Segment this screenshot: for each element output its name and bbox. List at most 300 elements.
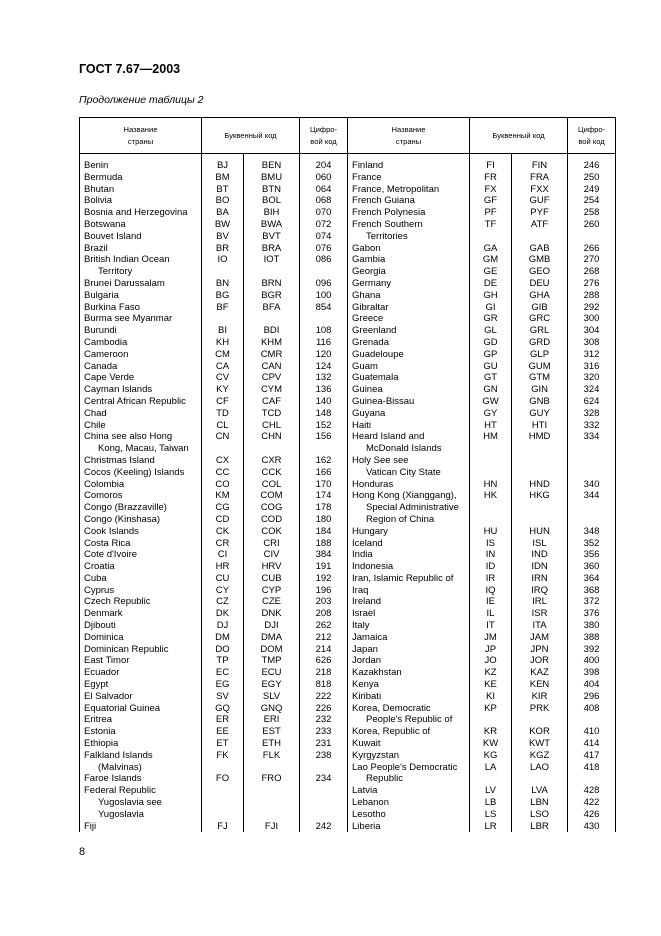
alpha2-code: GF <box>483 195 498 207</box>
country-name: Ecuador <box>84 667 120 679</box>
alpha3-code: CRI <box>263 537 280 549</box>
alpha2-code: CA <box>215 360 230 372</box>
alpha3-code <box>512 455 567 467</box>
alpha2-code: KE <box>484 679 497 691</box>
alpha3-code: KHM <box>260 336 283 348</box>
alpha2-code: FK <box>216 749 229 761</box>
alpha3-code: FLK <box>262 749 281 761</box>
country-name: Benin <box>84 160 109 171</box>
alpha2-code: ET <box>216 738 229 750</box>
alpha3-code: IOT <box>263 254 280 266</box>
country-name: Kazakhstan <box>352 667 402 679</box>
alpha2-code: DJ <box>216 620 229 632</box>
numeric-code: 208 <box>315 608 332 620</box>
numeric-code: 238 <box>315 749 332 761</box>
spacer <box>568 714 615 726</box>
header-num-right: Цифро- вой код <box>568 118 616 154</box>
country-name: Ghana <box>352 289 381 301</box>
alpha2-code: CU <box>215 572 230 584</box>
numeric-code: 417 <box>583 749 600 761</box>
numeric-code: 180 <box>315 513 332 525</box>
numeric-code: 152 <box>315 419 332 431</box>
country-name: Brazil <box>84 242 108 254</box>
alpha3-code: BWA <box>260 218 283 230</box>
alpha2-code: GR <box>483 313 498 325</box>
alpha3-code: KEN <box>529 679 550 691</box>
alpha2-code: IQ <box>485 584 496 596</box>
spacer <box>300 443 347 455</box>
country-name: Latvia <box>352 785 378 797</box>
spacer <box>512 231 567 243</box>
header-name-right: Название страны <box>348 118 470 154</box>
header-alpha-right: Буквенный код <box>470 118 568 154</box>
spacer <box>202 809 243 821</box>
alpha2-code: BF <box>216 301 229 313</box>
numeric-code: 320 <box>583 372 600 384</box>
alpha3-code: GUM <box>528 360 551 372</box>
alpha2-code: DM <box>215 631 230 643</box>
alpha3-code: ISR <box>531 608 548 620</box>
numeric-code: 308 <box>583 336 600 348</box>
alpha2-code <box>202 785 243 797</box>
alpha3-code: ERI <box>263 714 280 726</box>
numeric-code: 246 <box>583 160 600 171</box>
alpha2-code: CC <box>215 466 230 478</box>
alpha2-code: JM <box>484 631 497 643</box>
alpha3-code: GEO <box>528 266 551 278</box>
country-name: Guam <box>352 360 378 372</box>
alpha3-code: GUY <box>529 407 550 419</box>
alpha3-code: GNB <box>529 395 550 407</box>
alpha3-code: LBN <box>530 797 549 809</box>
alpha2-code: KH <box>215 336 230 348</box>
numeric-code: 426 <box>583 808 600 820</box>
spacer <box>470 773 511 785</box>
country-name: Cocos (Keeling) Islands <box>84 466 185 478</box>
numeric-code: 140 <box>315 395 332 407</box>
spacer <box>568 514 615 526</box>
alpha2-code: HT <box>484 419 497 431</box>
country-name: Dominican Republic <box>84 643 169 655</box>
left-numeric-column <box>300 154 348 833</box>
spacer <box>244 809 299 821</box>
numeric-code: 376 <box>583 608 600 620</box>
alpha2-code: SV <box>216 690 229 702</box>
numeric-code: 068 <box>315 195 332 207</box>
right-names-column <box>348 154 470 833</box>
spacer <box>470 714 511 726</box>
numeric-code <box>568 455 615 467</box>
country-name: Lebanon <box>352 797 389 809</box>
numeric-code: 166 <box>315 466 332 478</box>
numeric-code: 250 <box>583 171 600 183</box>
numeric-code: 192 <box>315 572 332 584</box>
alpha3-code: GRC <box>528 313 551 325</box>
country-name: East Timor <box>84 655 130 667</box>
country-name-continued: Territories <box>366 230 408 242</box>
country-name-continued: (Malvinas) <box>98 761 142 773</box>
alpha2-code: IT <box>486 620 495 632</box>
alpha2-code: BT <box>216 183 229 195</box>
numeric-code: 268 <box>583 266 600 278</box>
country-name: Fiji <box>84 820 97 832</box>
alpha3-code: HRV <box>261 561 282 573</box>
spacer <box>470 467 511 479</box>
country-name: French Southern <box>352 218 423 230</box>
numeric-code: 184 <box>315 525 332 537</box>
alpha3-code: BRN <box>261 277 282 289</box>
numeric-code: 203 <box>315 596 332 608</box>
alpha3-code: KWT <box>528 738 551 750</box>
numeric-code: 232 <box>315 714 332 726</box>
alpha2-code: GW <box>482 395 499 407</box>
alpha3-code: IRQ <box>531 584 548 596</box>
alpha2-code: PF <box>484 207 497 219</box>
country-name: Cyprus <box>84 584 115 596</box>
country-name: Congo (Brazzaville) <box>84 502 167 514</box>
alpha2-code: HK <box>483 490 498 502</box>
alpha3-code: GUF <box>529 195 550 207</box>
spacer <box>512 773 567 785</box>
alpha2-code: KM <box>215 490 230 502</box>
alpha2-code: GQ <box>215 702 230 714</box>
numeric-code: 404 <box>583 679 600 691</box>
alpha2-code: LA <box>484 761 497 773</box>
right-numeric-column <box>568 154 616 833</box>
numeric-code <box>300 313 347 325</box>
left-alpha3-column <box>244 154 300 833</box>
alpha2-code: GI <box>485 301 496 313</box>
alpha2-code: BN <box>215 277 230 289</box>
alpha3-code: FRA <box>530 171 550 183</box>
country-name: French Polynesia <box>352 207 426 219</box>
alpha2-code: GD <box>483 336 498 348</box>
alpha3-code: PYF <box>530 207 549 219</box>
numeric-code: 076 <box>315 242 332 254</box>
spacer <box>300 762 347 774</box>
country-name: Burundi <box>84 325 117 337</box>
table-caption: Продолжение таблицы 2 <box>79 94 204 106</box>
country-name: Jordan <box>352 655 382 667</box>
numeric-code: 384 <box>315 549 332 561</box>
numeric-code: 624 <box>583 395 600 407</box>
alpha3-code: FRO <box>261 773 282 785</box>
country-name-continued: Region of China <box>366 513 435 525</box>
numeric-code: 191 <box>315 561 332 573</box>
country-name: Central African Republic <box>84 395 186 407</box>
alpha3-code: BEN <box>261 160 282 171</box>
country-name-continued: Special Administrative <box>366 502 459 514</box>
country-name-continued: Yugoslavia see <box>98 797 162 809</box>
country-name: Chad <box>84 407 107 419</box>
country-name: Congo (Kinshasa) <box>84 513 161 525</box>
numeric-code: 348 <box>583 525 600 537</box>
country-name-continued: McDonald Islands <box>366 443 442 455</box>
alpha2-code: CI <box>217 549 228 561</box>
numeric-code: 072 <box>315 218 332 230</box>
alpha2-code: KZ <box>484 667 497 679</box>
country-name: Hungary <box>352 525 388 537</box>
alpha2-code: BO <box>215 195 230 207</box>
country-name: Djibouti <box>84 620 116 632</box>
alpha2-code: ID <box>485 561 496 573</box>
country-name: Iceland <box>352 537 383 549</box>
alpha2-code: CL <box>216 419 229 431</box>
alpha2-code: GL <box>484 325 497 337</box>
alpha3-code <box>244 785 299 797</box>
alpha3-code: LSO <box>530 808 550 820</box>
alpha2-code: CK <box>215 525 230 537</box>
country-name: France <box>352 171 382 183</box>
country-name: Grenada <box>352 336 389 348</box>
country-name: Japan <box>352 643 378 655</box>
alpha3-code: DJI <box>264 620 279 632</box>
numeric-code: 100 <box>315 289 332 301</box>
alpha3-code: CCK <box>261 466 282 478</box>
numeric-code: 288 <box>583 289 600 301</box>
spacer <box>244 797 299 809</box>
country-name: El Salvador <box>84 690 133 702</box>
alpha3-code: BTN <box>262 183 281 195</box>
header-alpha-left: Буквенный код <box>202 118 300 154</box>
alpha3-code: GNQ <box>260 702 283 714</box>
numeric-code: 300 <box>583 313 600 325</box>
country-name: Indonesia <box>352 561 394 573</box>
numeric-code: 270 <box>583 254 600 266</box>
alpha2-code: DK <box>215 608 230 620</box>
numeric-code: 854 <box>315 301 332 313</box>
country-name: Botswana <box>84 218 126 230</box>
alpha3-code: FXX <box>530 183 549 195</box>
alpha2-code <box>202 313 243 325</box>
country-name: Kenya <box>352 679 379 691</box>
country-name-continued: Vatican City State <box>366 466 441 478</box>
country-name: Italy <box>352 620 370 632</box>
spacer <box>202 797 243 809</box>
country-name: Chile <box>84 419 106 431</box>
country-name: British Indian Ocean <box>84 254 170 266</box>
alpha3-code: ATF <box>530 218 549 230</box>
country-name: Kiribati <box>352 690 382 702</box>
alpha2-code: BA <box>216 207 229 219</box>
alpha3-code: EST <box>262 726 281 738</box>
numeric-code: 818 <box>315 679 332 691</box>
country-codes-table <box>79 117 616 832</box>
alpha2-code: GH <box>483 289 498 301</box>
numeric-code: 242 <box>315 820 332 832</box>
alpha2-code: GU <box>483 360 498 372</box>
country-name: Haiti <box>352 419 372 431</box>
spacer <box>568 773 615 785</box>
numeric-code: 162 <box>315 454 332 466</box>
alpha2-code: FR <box>484 171 497 183</box>
table-header-row <box>80 118 616 154</box>
country-name: Holy See see <box>352 454 409 466</box>
country-name: Greece <box>352 313 384 325</box>
alpha2-code: CV <box>215 372 230 384</box>
document-title: ГОСТ 7.67—2003 <box>79 62 181 76</box>
alpha2-code: IO <box>217 254 228 266</box>
alpha2-code: TD <box>216 407 229 419</box>
alpha2-code: TF <box>484 218 497 230</box>
alpha2-code: FO <box>215 773 230 785</box>
alpha2-code: CF <box>216 395 229 407</box>
alpha3-code: IRL <box>532 596 547 608</box>
alpha2-code: DO <box>215 643 230 655</box>
numeric-code: 414 <box>583 738 600 750</box>
country-name: Lao People's Democratic <box>352 761 458 773</box>
country-name: Guatemala <box>352 372 399 384</box>
spacer <box>512 502 567 514</box>
alpha2-code: HR <box>215 561 230 573</box>
alpha2-code: CG <box>215 502 230 514</box>
alpha2-code: BI <box>218 325 227 337</box>
country-name: Costa Rica <box>84 537 131 549</box>
alpha3-code: CHL <box>262 419 282 431</box>
alpha3-code: SLV <box>262 690 281 702</box>
alpha3-code: TCD <box>261 407 282 419</box>
alpha3-code: CAN <box>261 360 282 372</box>
alpha2-code: EC <box>215 667 230 679</box>
alpha2-code: GA <box>483 242 498 254</box>
country-name: Iraq <box>352 584 369 596</box>
numeric-code: 231 <box>315 738 332 750</box>
country-name: Cayman Islands <box>84 384 153 396</box>
spacer <box>300 266 347 278</box>
alpha2-code: BW <box>214 218 231 230</box>
alpha2-code: IR <box>485 572 496 584</box>
country-name: French Guiana <box>352 195 415 207</box>
numeric-code: 388 <box>583 631 600 643</box>
numeric-code: 249 <box>583 183 600 195</box>
alpha2-code: GN <box>483 384 498 396</box>
alpha2-code: BV <box>216 230 229 242</box>
numeric-code: 124 <box>315 360 332 372</box>
numeric-code: 148 <box>315 407 332 419</box>
country-name: Germany <box>352 277 392 289</box>
alpha3-code: GAB <box>529 242 550 254</box>
right-alpha3-column <box>512 154 568 833</box>
alpha3-code: HTI <box>531 419 548 431</box>
country-name: Guadeloupe <box>352 348 404 360</box>
alpha2-code: BG <box>215 289 230 301</box>
country-name: Cambodia <box>84 336 128 348</box>
country-name: Canada <box>84 360 118 372</box>
alpha3-code: TMP <box>261 655 282 667</box>
alpha2-code: LR <box>484 820 497 832</box>
country-name-continued: Republic <box>366 773 403 785</box>
alpha3-code: CHN <box>261 431 282 443</box>
country-name: India <box>352 549 373 561</box>
alpha3-code: KAZ <box>530 667 549 679</box>
alpha3-code: EGY <box>261 679 282 691</box>
numeric-code: 352 <box>583 537 600 549</box>
country-name: Israel <box>352 608 376 620</box>
spacer <box>300 797 347 809</box>
alpha3-code: HND <box>529 478 550 490</box>
numeric-code: 188 <box>315 537 332 549</box>
alpha2-code: BM <box>215 171 230 183</box>
spacer <box>568 502 615 514</box>
left-alpha2-column <box>202 154 244 833</box>
header-num-left: Цифро- вой код <box>300 118 348 154</box>
numeric-code: 156 <box>315 431 332 443</box>
numeric-code: 136 <box>315 384 332 396</box>
alpha2-code: GY <box>483 407 498 419</box>
spacer <box>202 443 243 455</box>
numeric-code: 304 <box>583 325 600 337</box>
country-name: Denmark <box>84 608 123 620</box>
numeric-code: 064 <box>315 183 332 195</box>
spacer <box>244 762 299 774</box>
spacer <box>470 443 511 455</box>
numeric-code: 364 <box>583 572 600 584</box>
alpha3-code: BDI <box>263 325 280 337</box>
alpha2-code: BR <box>215 242 230 254</box>
country-name: Guinea-Bissau <box>352 395 415 407</box>
country-name: Bermuda <box>84 171 123 183</box>
numeric-code: 372 <box>583 596 600 608</box>
alpha3-code: DOM <box>260 643 283 655</box>
spacer <box>512 714 567 726</box>
numeric-code: 408 <box>583 702 600 714</box>
spacer <box>512 467 567 479</box>
numeric-code: 292 <box>583 301 600 313</box>
country-name: Hong Kong (Xianggang), <box>352 490 457 502</box>
numeric-code: 116 <box>315 336 332 348</box>
numeric-code: 340 <box>583 478 600 490</box>
country-name: Brunei Darussalam <box>84 277 165 289</box>
alpha2-code: CM <box>215 348 230 360</box>
country-name: Bulgaria <box>84 289 119 301</box>
alpha3-code: CUB <box>261 572 282 584</box>
alpha2-code: CY <box>215 584 230 596</box>
country-name: Cameroon <box>84 348 129 360</box>
alpha2-code: KP <box>484 702 497 714</box>
country-name: Guinea <box>352 384 383 396</box>
country-name: Kuwait <box>352 738 381 750</box>
country-name: Jamaica <box>352 631 388 643</box>
spacer <box>202 266 243 278</box>
alpha2-code: KR <box>483 726 498 738</box>
country-name: Guyana <box>352 407 386 419</box>
alpha3-code: GHA <box>529 289 550 301</box>
alpha3-code: FJI <box>264 820 279 832</box>
alpha3-code: BGR <box>261 289 282 301</box>
country-name: Cook Islands <box>84 525 139 537</box>
alpha3-code: KGZ <box>529 749 550 761</box>
country-name: Ireland <box>352 596 382 608</box>
alpha3-code: COG <box>260 502 283 514</box>
country-name: Honduras <box>352 478 394 490</box>
alpha3-code: BVT <box>262 230 281 242</box>
numeric-code: 212 <box>315 631 332 643</box>
alpha3-code: GLP <box>530 348 550 360</box>
numeric-code: 344 <box>583 490 600 502</box>
numeric-code: 410 <box>583 726 600 738</box>
spacer <box>568 231 615 243</box>
alpha2-code: CN <box>215 431 230 443</box>
country-name: Comoros <box>84 490 123 502</box>
alpha3-code: GRD <box>528 336 551 348</box>
alpha2-code: KW <box>482 738 499 750</box>
spacer <box>568 443 615 455</box>
alpha2-code: FJ <box>217 820 228 832</box>
alpha3-code: IRN <box>531 572 548 584</box>
alpha3-code: HKG <box>529 490 550 502</box>
numeric-code: 233 <box>315 726 332 738</box>
numeric-code: 380 <box>583 620 600 632</box>
